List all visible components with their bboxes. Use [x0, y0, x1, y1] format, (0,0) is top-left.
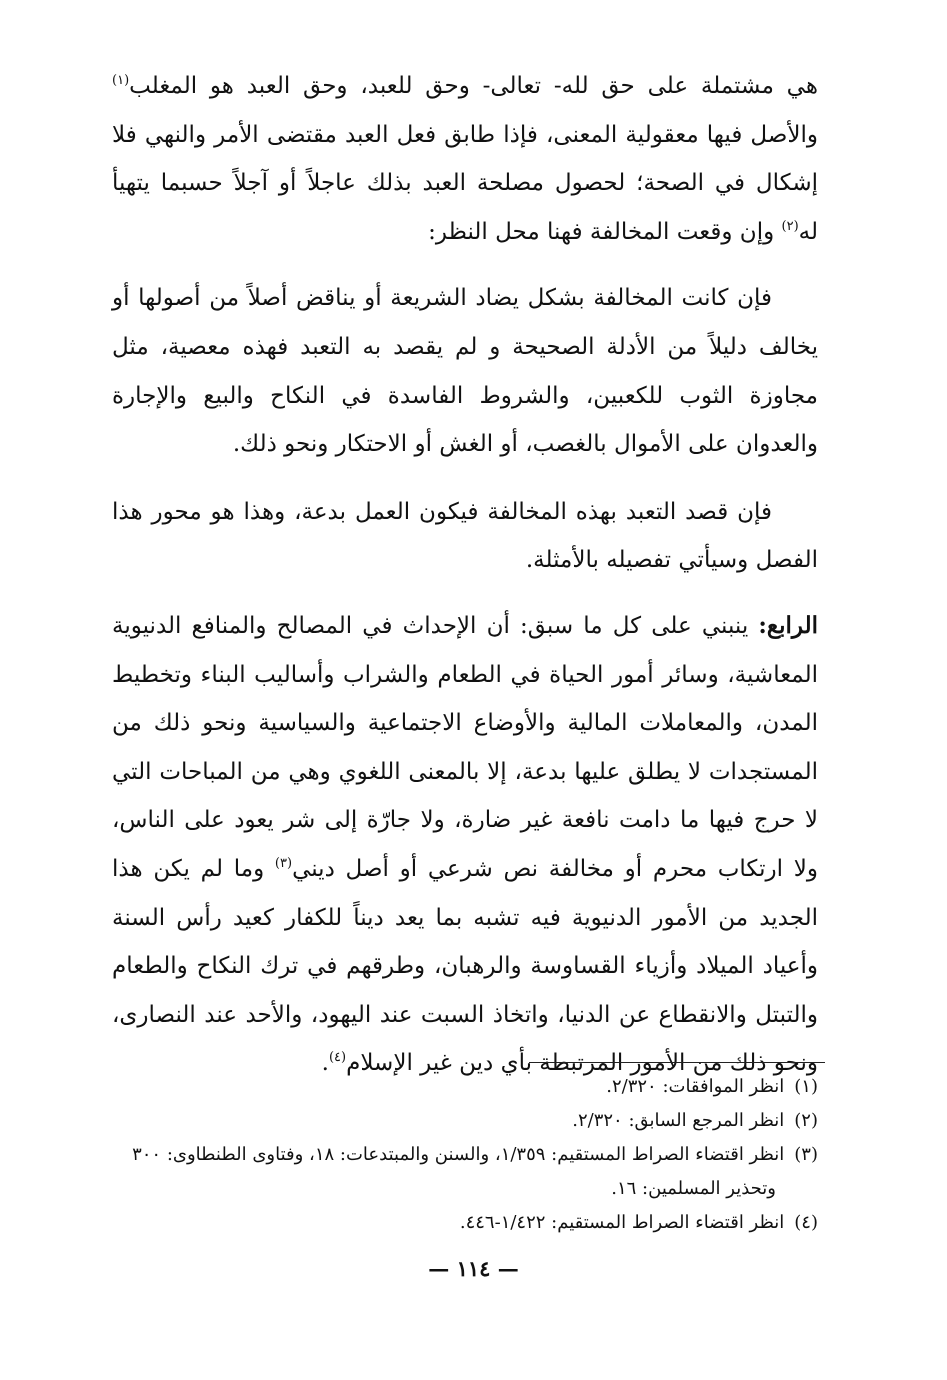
footnote-1: [130, 1070, 818, 1104]
paragraph-4-text-c: .: [321, 1050, 329, 1077]
paragraph-4-lead: الرابع:: [758, 611, 818, 639]
footnote-number: (١): [794, 1076, 818, 1097]
paragraph-4-text-b: وما لم يكن هذا الجديد من الأمور الدنيوية فيه تشبه بما يعد ديناً للكفار كعيد رأس السنة وأعياد الميلاد وأزياء القساوسة والرهبان، وطرقهم في ترك النكاح والطعام والتبتل والانقطاع عن الدنيا، واتخاذ السبت عند اليهود، والأحد عند النصارى، ونحو ذلك من الأمور المرتبطة بأي دين غير الإسلام: [112, 855, 818, 1077]
footnote-3: [130, 1138, 818, 1206]
footnote-4: [130, 1206, 818, 1240]
paragraph-2-text: فإن كانت المخالفة بشكل يضاد الشريعة أو يناقض أصلاً من أصولها أو يخالف دليلاً من الأدلة الصحيحة و لم يقصد به التعبد فهذه معصية، مثل مجاوزة الثوب للكعبين، والشروط الفاسدة في النكاح والبيع والإجارة والعدوان على الأموال بالغصب، أو الغش أو الاحتكار ونحو ذلك.: [112, 285, 818, 458]
footnote-separator: [529, 1062, 825, 1063]
footnote-number: (٤): [794, 1212, 818, 1233]
footnote-text: انظر اقتضاء الصراط المستقيم: ١/٣٥٩، والسنن والمبتدعات: ١٨، وفتاوى الطنطاوى: ٣٠٠: [132, 1144, 785, 1165]
page-number: — ١١٤ —: [428, 1256, 519, 1281]
paragraph-1-text-a: هي مشتملة على حق لله- تعالى- وحق للعبد، وحق العبد هو المغلب: [129, 73, 818, 99]
footnote-ref-3[interactable]: (٣): [274, 855, 293, 871]
footnote-continuation: وتحذير المسلمين: ١٦.: [611, 1178, 776, 1199]
paragraph-1: [112, 62, 818, 256]
footnote-2: [130, 1104, 818, 1138]
footnote-ref-1[interactable]: (١): [112, 73, 130, 88]
footnote-text: انظر المرجع السابق: ٢/٣٢٠.: [572, 1110, 785, 1131]
footnote-number: (٣): [794, 1144, 818, 1165]
main-text: [112, 62, 818, 1088]
footnote-number: (٢): [794, 1110, 818, 1131]
paragraph-3: [112, 488, 818, 585]
paragraph-1-text-b: والأصل فيها معقولية المعنى، فإذا طابق فعل العبد مقتضى الأمر والنهي فلا إشكال في الصحة؛ لحصول مصلحة العبد بذلك عاجلاً أو آجلاً حسبما يتهيأ له: [112, 121, 818, 245]
paragraph-3-text: فإن قصد التعبد بهذه المخالفة فيكون العمل بدعة، وهذا هو محور هذا الفصل وسيأتي تفصيله بالأمثلة.: [112, 498, 818, 574]
paragraph-1-text-c: وإن وقعت المخالفة فهنا محل النظر:: [428, 218, 782, 245]
footnotes: [130, 1070, 818, 1240]
paragraph-2: [112, 274, 818, 468]
paragraph-4: [112, 602, 818, 1088]
footnote-text: انظر اقتضاء الصراط المستقيم: ١/٤٢٢-٤٤٦.: [459, 1212, 785, 1233]
paragraph-4-text-a: ينبني على كل ما سبق: أن الإحداث في المصالح والمنافع الدنيوية المعاشية، وسائر أمور الحياة في الطعام والشراب وأساليب البناء وتخطيط المدن، والمعاملات المالية والأوضاع الاجتماعية والسياسية ونحو ذلك من المستجدات لا يطلق عليها بدعة، إلا بالمعنى اللغوي وهي من المباحات التي لا حرج فيها ما دامت نافعة غير ضارة، ولا جارّة إلى شر يعود على الناس، ولا ارتكاب محرم أو مخالفة نص شرعي أو أصل ديني: [112, 612, 818, 882]
footnote-text: انظر الموافقات: ٢/٣٢٠.: [606, 1076, 785, 1097]
footnote-ref-4[interactable]: (٤): [328, 1050, 347, 1066]
footnote-ref-2[interactable]: (٢): [781, 218, 799, 234]
